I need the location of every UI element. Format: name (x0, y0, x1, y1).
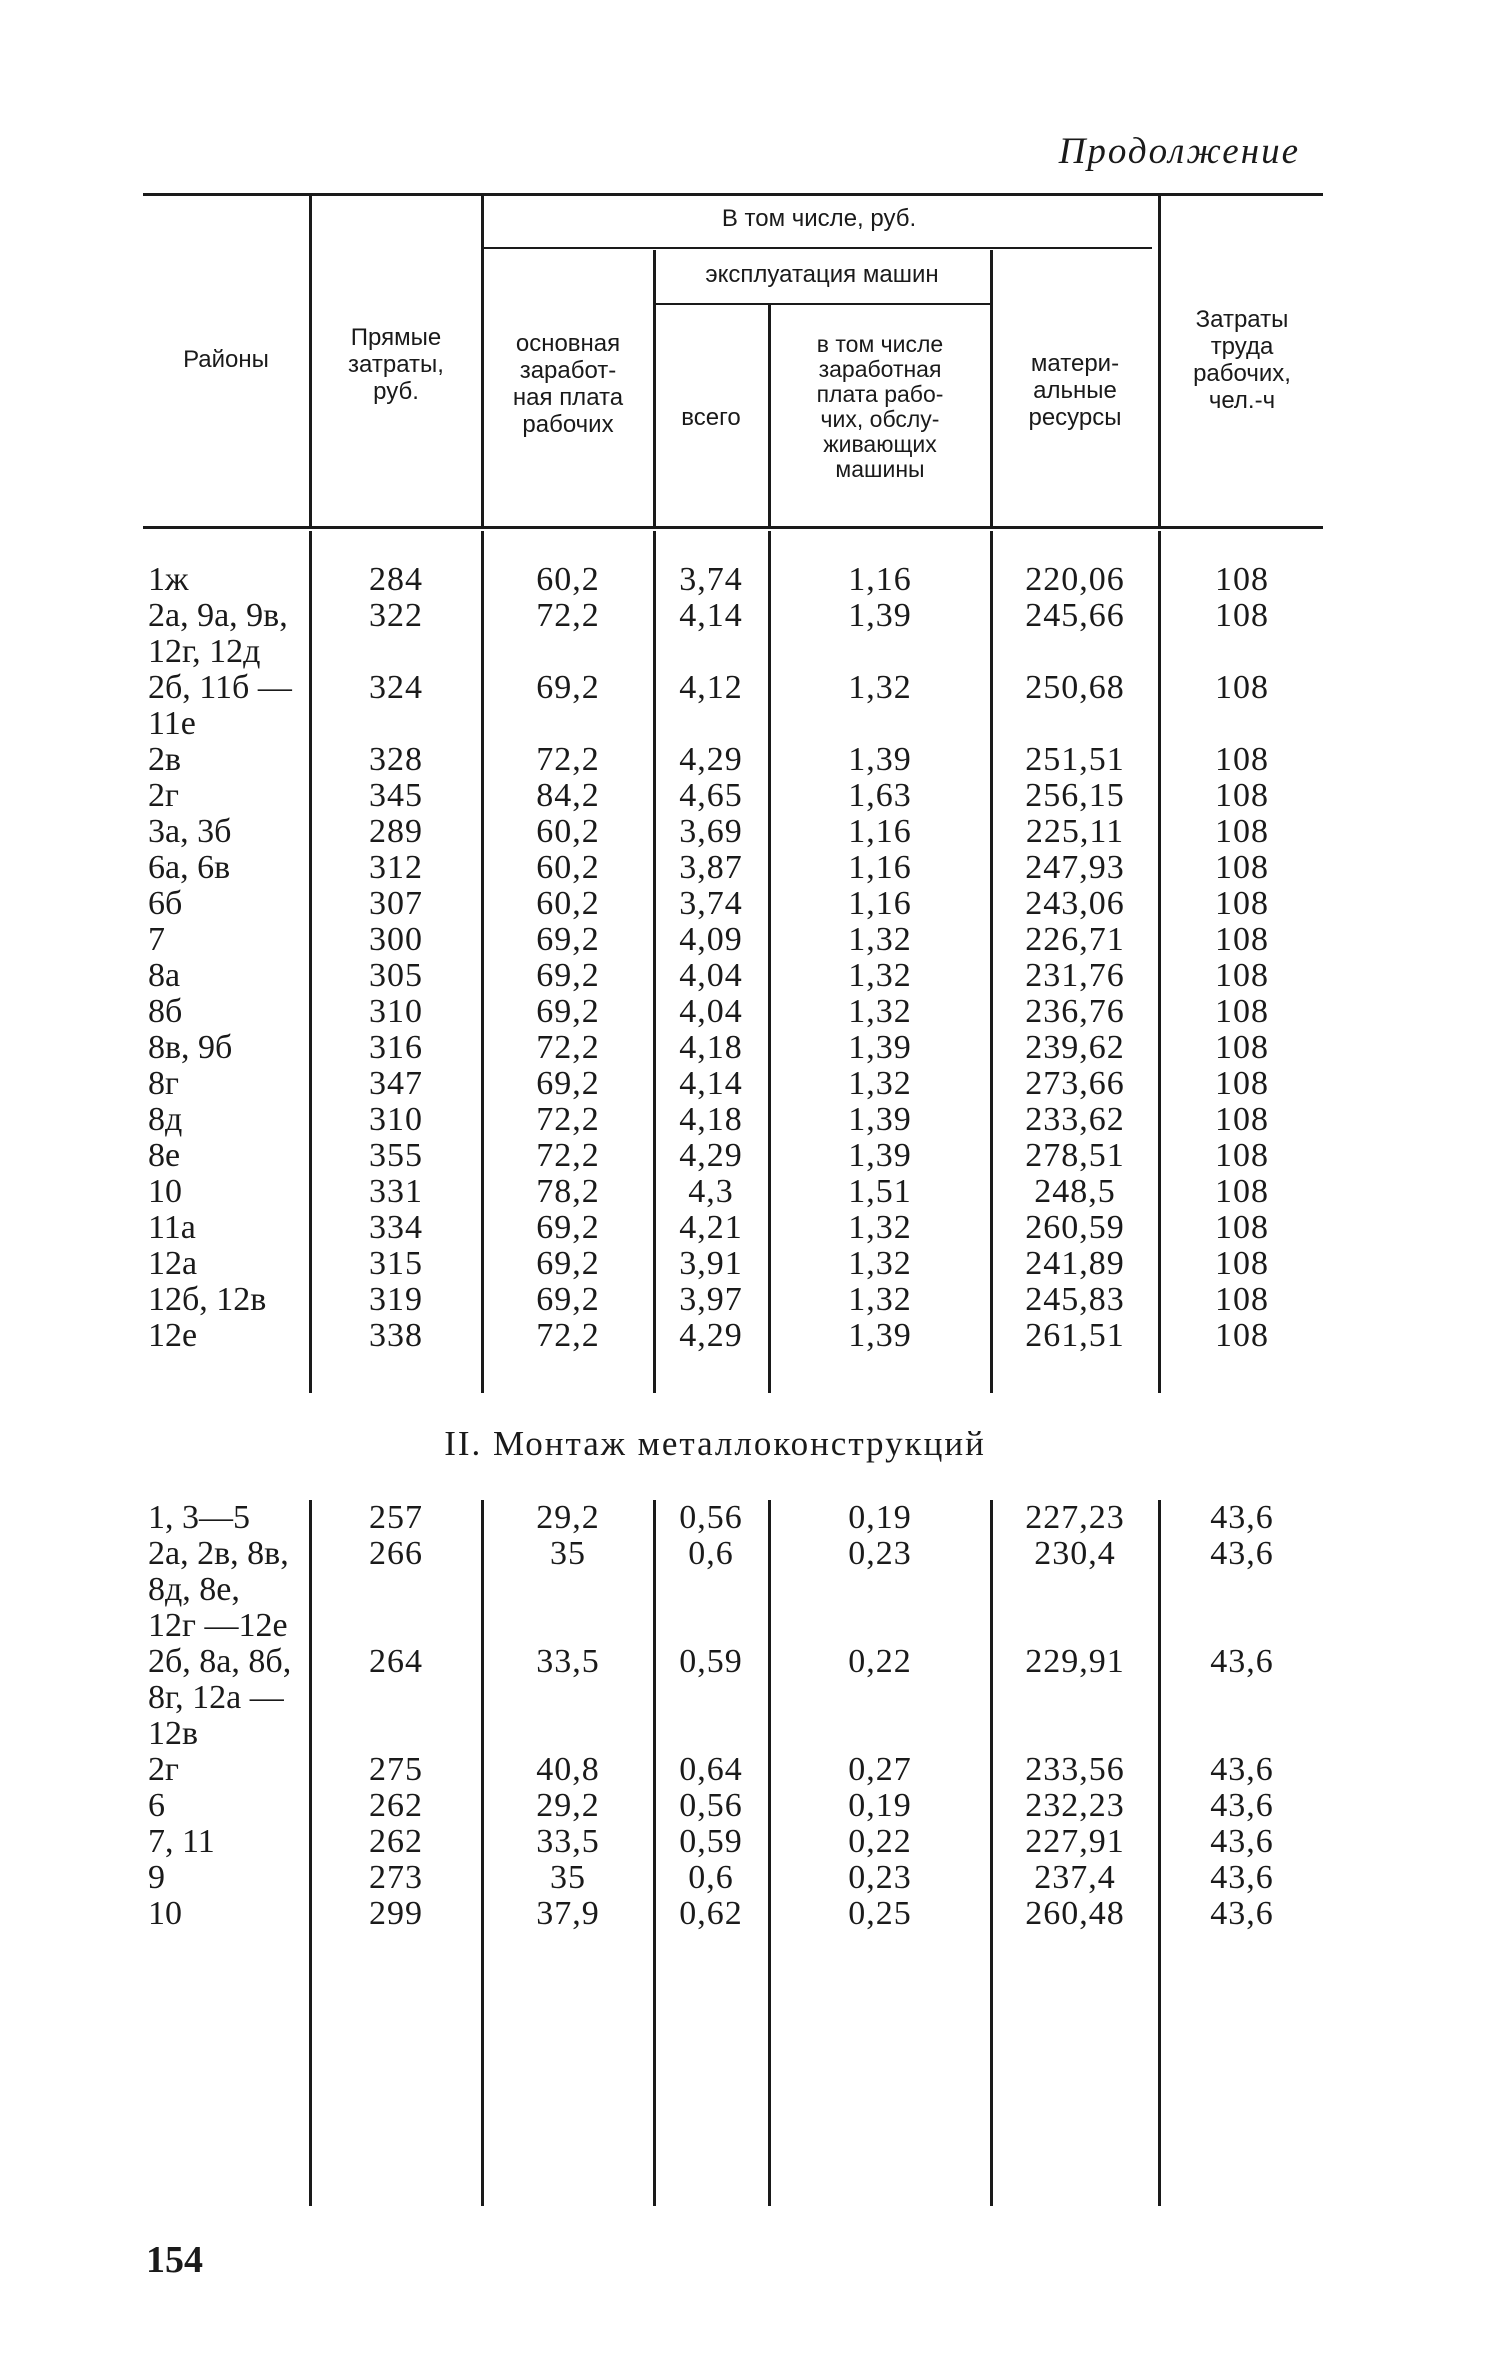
table-cell: 1,16 (848, 813, 912, 850)
table-cell (1161, 1716, 1323, 1752)
table-cell: 69,2 (536, 1245, 600, 1282)
header-basic-wages: основная заработ- ная плата рабочих (512, 330, 624, 438)
table-cell: 1ж (148, 561, 189, 598)
table-cell: 8г, 12а — (148, 1679, 284, 1716)
table-cell: 1,16 (848, 885, 912, 922)
table-cell (771, 1572, 989, 1608)
table-cell: 108 (1215, 849, 1269, 886)
table-cell: 227,91 (1025, 1823, 1125, 1860)
table-cell: 305 (369, 957, 423, 994)
table-cell: 3,74 (679, 885, 743, 922)
table-cell (484, 1608, 652, 1644)
table-cell: 261,51 (1025, 1317, 1125, 1354)
header-labor: Затраты труда рабочих, чел.-ч (1193, 306, 1291, 414)
table-cell: 4,29 (679, 741, 743, 778)
table-cell: 247,93 (1025, 849, 1125, 886)
table-cell: 220,06 (1025, 561, 1125, 598)
table-cell: 0,23 (848, 1859, 912, 1896)
table-cell (656, 1608, 766, 1644)
table-cell: 229,91 (1025, 1643, 1125, 1680)
table-cell (656, 1680, 766, 1716)
table-cell (1161, 1680, 1323, 1716)
table-cell: 108 (1215, 1137, 1269, 1174)
table-cell: 239,62 (1025, 1029, 1125, 1066)
table-cell: 2б, 11б — (148, 669, 292, 706)
table-cell: 8д (148, 1101, 183, 1138)
table-cell (993, 706, 1157, 742)
table-cell: 108 (1215, 1101, 1269, 1138)
table-cell: 43,6 (1210, 1895, 1274, 1932)
table-cell (656, 706, 766, 742)
table-cell (771, 1680, 989, 1716)
table-cell: 43,6 (1210, 1823, 1274, 1860)
table-cell: 7, 11 (148, 1823, 215, 1860)
table-cell: 1,32 (848, 1281, 912, 1318)
header-regions: Районы (183, 346, 269, 373)
table-cell: 262 (369, 1823, 423, 1860)
table-cell: 69,2 (536, 1281, 600, 1318)
table-cell: 69,2 (536, 957, 600, 994)
table-cell: 355 (369, 1137, 423, 1174)
section-title: II. Монтаж металлоконструкций (444, 1424, 986, 1463)
table-cell: 251,51 (1025, 741, 1125, 778)
table-cell: 0,19 (848, 1499, 912, 1536)
table-cell: 1,16 (848, 561, 912, 598)
table-cell: 257 (369, 1499, 423, 1536)
table-cell: 43,6 (1210, 1787, 1274, 1824)
table-cell: 29,2 (536, 1499, 600, 1536)
table-cell: 232,23 (1025, 1787, 1125, 1824)
table-cell: 43,6 (1210, 1535, 1274, 1572)
header-bottom-rule (143, 526, 1323, 529)
table-cell: 278,51 (1025, 1137, 1125, 1174)
table-cell: 347 (369, 1065, 423, 1102)
table-cell: 1,32 (848, 1065, 912, 1102)
table-cell: 108 (1215, 741, 1269, 778)
table-cell: 3,87 (679, 849, 743, 886)
table-cell: 108 (1215, 921, 1269, 958)
table-cell: 345 (369, 777, 423, 814)
s2-col-materials (993, 1500, 1157, 1932)
table-cell: 3,74 (679, 561, 743, 598)
table-cell: 4,21 (679, 1209, 743, 1246)
table-cell: 8в, 9б (148, 1029, 233, 1066)
table-cell: 4,18 (679, 1029, 743, 1066)
table-cell (484, 634, 652, 670)
table-cell: 227,23 (1025, 1499, 1125, 1536)
table-cell: 331 (369, 1173, 423, 1210)
table-cell: 4,29 (679, 1317, 743, 1354)
table-cell: 7 (148, 921, 165, 958)
table-cell: 108 (1215, 813, 1269, 850)
table-cell: 2г (148, 1751, 179, 1788)
table-cell: 2г (148, 777, 179, 814)
table-cell: 6 (148, 1787, 165, 1824)
table-cell: 1,32 (848, 669, 912, 706)
table-cell: 0,25 (848, 1895, 912, 1932)
table-cell (771, 1608, 989, 1644)
table-cell: 4,14 (679, 597, 743, 634)
table-top-rule (143, 193, 1323, 196)
table-cell: 1,32 (848, 957, 912, 994)
table-cell: 1,39 (848, 741, 912, 778)
table-cell (484, 1572, 652, 1608)
table-cell: 338 (369, 1317, 423, 1354)
table-cell: 9 (148, 1859, 165, 1896)
table-cell: 108 (1215, 1209, 1269, 1246)
table-cell (312, 1572, 480, 1608)
table-cell: 1,63 (848, 777, 912, 814)
table-cell: 12г —12е (148, 1607, 288, 1644)
col-divider (653, 250, 656, 526)
table-cell: 78,2 (536, 1173, 600, 1210)
table-cell: 1,32 (848, 1209, 912, 1246)
table-cell: 1,32 (848, 993, 912, 1030)
table-cell: 310 (369, 993, 423, 1030)
table-cell: 273,66 (1025, 1065, 1125, 1102)
table-cell: 8б (148, 993, 183, 1030)
table-cell (656, 1572, 766, 1608)
table-cell: 12а (148, 1245, 198, 1282)
table-cell (312, 634, 480, 670)
table-cell: 231,76 (1025, 957, 1125, 994)
table-cell (993, 634, 1157, 670)
table-cell: 226,71 (1025, 921, 1125, 958)
table-cell: 300 (369, 921, 423, 958)
table-cell: 284 (369, 561, 423, 598)
s2-col-labor (1161, 1500, 1323, 1932)
table-cell: 312 (369, 849, 423, 886)
table-cell: 0,27 (848, 1751, 912, 1788)
table-cell: 8д, 8е, (148, 1571, 240, 1608)
table-cell: 11а (148, 1209, 196, 1246)
table-cell: 241,89 (1025, 1245, 1125, 1282)
table-cell (312, 1680, 480, 1716)
table-cell: 322 (369, 597, 423, 634)
table-cell: 230,4 (1034, 1535, 1116, 1572)
table-cell (1161, 1572, 1323, 1608)
table-cell (312, 706, 480, 742)
table-cell: 37,9 (536, 1895, 600, 1932)
table-cell: 248,5 (1034, 1173, 1116, 1210)
table-cell: 60,2 (536, 813, 600, 850)
table-cell: 108 (1215, 1317, 1269, 1354)
table-cell: 72,2 (536, 741, 600, 778)
table-cell: 72,2 (536, 1029, 600, 1066)
table-cell: 8г (148, 1065, 179, 1102)
table-cell: 108 (1215, 1281, 1269, 1318)
table-cell: 33,5 (536, 1823, 600, 1860)
header-machine-total: всего (681, 404, 741, 431)
header-including: В том числе, руб. (721, 205, 917, 232)
table-cell: 3,97 (679, 1281, 743, 1318)
table-cell: 43,6 (1210, 1751, 1274, 1788)
table-cell: 316 (369, 1029, 423, 1066)
table-cell: 33,5 (536, 1643, 600, 1680)
table-cell: 6б (148, 885, 183, 922)
table-cell: 108 (1215, 885, 1269, 922)
table-cell (993, 1680, 1157, 1716)
s2-col-regions (148, 1500, 313, 1932)
table-cell: 69,2 (536, 1065, 600, 1102)
table-cell: 43,6 (1210, 1859, 1274, 1896)
table-cell: 275 (369, 1751, 423, 1788)
table-cell: 108 (1215, 1029, 1269, 1066)
table-cell (312, 1608, 480, 1644)
table-cell: 12б, 12в (148, 1281, 267, 1318)
table-cell: 289 (369, 813, 423, 850)
table-cell: 0,23 (848, 1535, 912, 1572)
table-cell: 260,48 (1025, 1895, 1125, 1932)
table-cell: 72,2 (536, 597, 600, 634)
s1-col-incl (771, 562, 989, 1354)
table-cell: 328 (369, 741, 423, 778)
table-cell: 3,91 (679, 1245, 743, 1282)
table-cell: 0,59 (679, 1643, 743, 1680)
table-cell: 29,2 (536, 1787, 600, 1824)
table-cell: 0,6 (688, 1859, 734, 1896)
table-cell: 108 (1215, 993, 1269, 1030)
table-cell: 8е (148, 1137, 181, 1174)
table-cell (484, 706, 652, 742)
table-cell (1161, 1608, 1323, 1644)
s1-col-wages (484, 562, 652, 1354)
s1-col-regions (148, 562, 313, 1354)
table-cell: 60,2 (536, 885, 600, 922)
table-cell: 319 (369, 1281, 423, 1318)
table-cell (312, 1716, 480, 1752)
table-cell: 0,64 (679, 1751, 743, 1788)
table-cell: 299 (369, 1895, 423, 1932)
s2-col-total (656, 1500, 766, 1932)
running-head: Продолжение (1058, 131, 1300, 172)
table-cell: 4,65 (679, 777, 743, 814)
table-cell (771, 706, 989, 742)
table-cell: 35 (550, 1535, 586, 1572)
table-cell: 1,39 (848, 1101, 912, 1138)
table-cell: 11е (148, 705, 196, 742)
table-cell: 4,09 (679, 921, 743, 958)
table-cell: 310 (369, 1101, 423, 1138)
table-cell: 1,39 (848, 1029, 912, 1066)
table-cell: 0,6 (688, 1535, 734, 1572)
table-cell: 2а, 2в, 8в, (148, 1535, 289, 1572)
table-cell: 0,22 (848, 1823, 912, 1860)
table-cell: 260,59 (1025, 1209, 1125, 1246)
table-cell: 4,04 (679, 957, 743, 994)
table-cell: 307 (369, 885, 423, 922)
table-cell: 0,56 (679, 1499, 743, 1536)
table-cell: 4,14 (679, 1065, 743, 1102)
table-cell: 245,66 (1025, 597, 1125, 634)
table-cell: 3,69 (679, 813, 743, 850)
table-cell: 266 (369, 1535, 423, 1572)
table-cell: 6а, 6в (148, 849, 231, 886)
table-cell (771, 1716, 989, 1752)
table-cell: 4,3 (688, 1173, 734, 1210)
table-cell: 1,32 (848, 1245, 912, 1282)
table-cell: 108 (1215, 597, 1269, 634)
table-cell: 256,15 (1025, 777, 1125, 814)
table-cell: 108 (1215, 1173, 1269, 1210)
table-cell: 1,39 (848, 597, 912, 634)
table-cell: 69,2 (536, 669, 600, 706)
table-cell: 233,56 (1025, 1751, 1125, 1788)
header-incl-wages: в том числе заработная плата рабо- чих, обслу- живающих машины (816, 331, 944, 482)
table-cell: 243,06 (1025, 885, 1125, 922)
header-rule-including (482, 247, 1152, 249)
table-cell: 3а, 3б (148, 813, 232, 850)
table-cell: 273 (369, 1859, 423, 1896)
table-cell: 4,04 (679, 993, 743, 1030)
header-direct-costs: Прямые затраты, руб. (348, 324, 444, 405)
header-machine-operation: эксплуатация машин (705, 261, 939, 288)
table-cell: 0,56 (679, 1787, 743, 1824)
col-divider (309, 196, 312, 526)
table-cell: 4,29 (679, 1137, 743, 1174)
header-rule-machines (655, 303, 990, 305)
table-cell (656, 634, 766, 670)
table-cell (771, 634, 989, 670)
table-cell (484, 1716, 652, 1752)
s1-col-total (656, 562, 766, 1354)
table-cell: 108 (1215, 1245, 1269, 1282)
table-cell: 233,62 (1025, 1101, 1125, 1138)
table-cell: 0,19 (848, 1787, 912, 1824)
table-cell: 12г, 12д (148, 633, 261, 670)
table-cell: 1, 3—5 (148, 1499, 250, 1536)
table-cell: 315 (369, 1245, 423, 1282)
table-cell: 72,2 (536, 1317, 600, 1354)
table-cell: 2в (148, 741, 182, 778)
table-cell: 250,68 (1025, 669, 1125, 706)
table-cell: 69,2 (536, 1209, 600, 1246)
table-cell: 12е (148, 1317, 198, 1354)
table-cell: 69,2 (536, 993, 600, 1030)
table-cell: 84,2 (536, 777, 600, 814)
table-cell: 262 (369, 1787, 423, 1824)
s1-col-materials (993, 562, 1157, 1354)
table-cell: 35 (550, 1859, 586, 1896)
table-cell (1161, 634, 1323, 670)
table-cell: 1,39 (848, 1137, 912, 1174)
table-cell: 4,12 (679, 669, 743, 706)
s2-col-wages (484, 1500, 652, 1932)
table-cell: 72,2 (536, 1101, 600, 1138)
table-cell: 108 (1215, 669, 1269, 706)
table-cell: 237,4 (1034, 1859, 1116, 1896)
table-cell: 72,2 (536, 1137, 600, 1174)
table-cell: 43,6 (1210, 1499, 1274, 1536)
table-cell: 10 (148, 1895, 182, 1932)
table-cell: 40,8 (536, 1751, 600, 1788)
table-cell (993, 1572, 1157, 1608)
table-cell: 245,83 (1025, 1281, 1125, 1318)
page-number: 154 (146, 2239, 203, 2281)
table-cell: 1,32 (848, 921, 912, 958)
table-cell: 1,16 (848, 849, 912, 886)
s1-col-direct (312, 562, 480, 1354)
table-cell: 324 (369, 669, 423, 706)
table-cell: 12в (148, 1715, 199, 1752)
s2-col-incl (771, 1500, 989, 1932)
table-cell: 69,2 (536, 921, 600, 958)
header-materials: матери- альные ресурсы (1028, 350, 1122, 431)
table-cell (993, 1716, 1157, 1752)
table-cell: 43,6 (1210, 1643, 1274, 1680)
table-cell (1161, 706, 1323, 742)
table-cell: 2а, 9а, 9в, (148, 597, 288, 634)
s1-col-labor (1161, 562, 1323, 1354)
table-cell: 225,11 (1025, 813, 1125, 850)
table-cell: 4,18 (679, 1101, 743, 1138)
table-cell: 2б, 8а, 8б, (148, 1643, 292, 1680)
table-cell (484, 1680, 652, 1716)
table-cell: 236,76 (1025, 993, 1125, 1030)
table-cell (993, 1608, 1157, 1644)
table-cell: 1,51 (848, 1173, 912, 1210)
table-cell: 334 (369, 1209, 423, 1246)
table-cell: 1,39 (848, 1317, 912, 1354)
table-cell: 60,2 (536, 849, 600, 886)
table-cell: 8а (148, 957, 181, 994)
s2-col-direct (312, 1500, 480, 1932)
table-cell: 60,2 (536, 561, 600, 598)
table-cell: 108 (1215, 777, 1269, 814)
table-cell: 0,62 (679, 1895, 743, 1932)
table-cell: 108 (1215, 957, 1269, 994)
table-cell: 108 (1215, 561, 1269, 598)
table-cell: 0,59 (679, 1823, 743, 1860)
table-cell: 108 (1215, 1065, 1269, 1102)
table-cell: 0,22 (848, 1643, 912, 1680)
table-cell (656, 1716, 766, 1752)
table-cell: 10 (148, 1173, 182, 1210)
table-cell: 264 (369, 1643, 423, 1680)
